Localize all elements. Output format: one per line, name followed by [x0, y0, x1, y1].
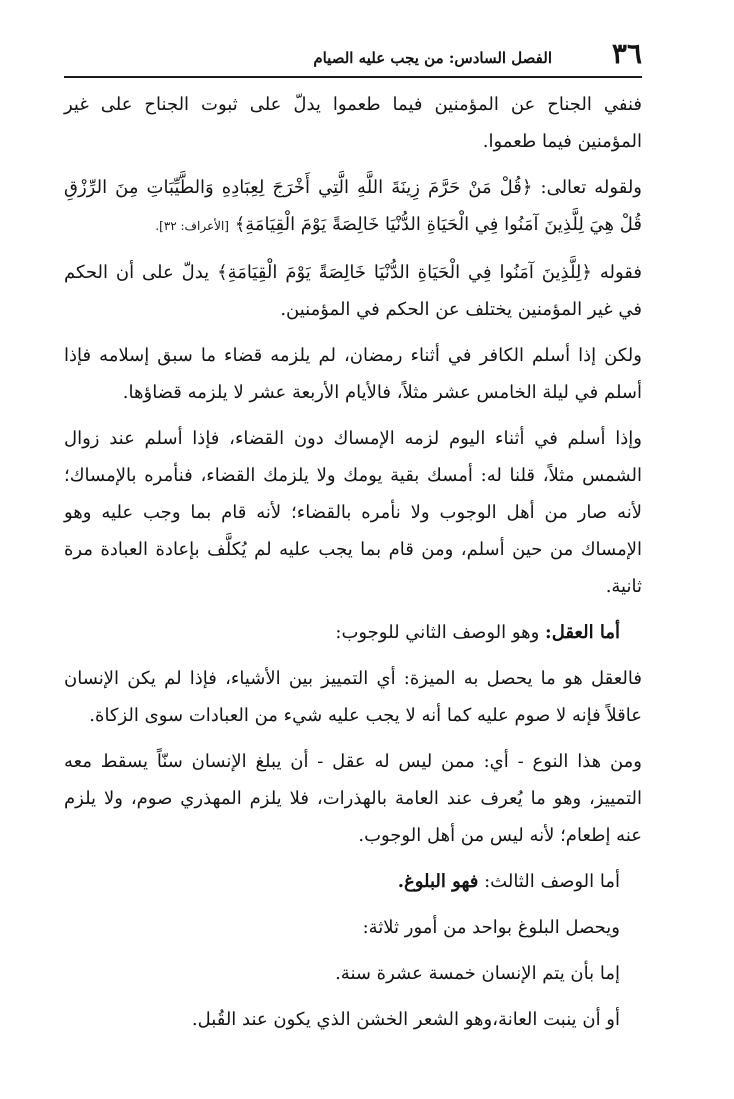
section-heading-text: وهو الوصف الثاني للوجوب:	[335, 622, 546, 643]
section-heading-reason	[64, 614, 642, 651]
page-content	[64, 86, 642, 1047]
page-header	[64, 36, 642, 78]
running-title: الفصل السادس: من يجب عليه الصيام	[313, 49, 552, 67]
header-rule	[64, 76, 642, 78]
quran-text: ولقوله تعالى: ﴿قُلْ مَنْ حَرَّمَ زِينَةَ اللَّهِ الَّتِي أَخْرَجَ لِعِبَادِهِ وَالطَّيِّبَاتِ مِنَ الرِّزْقِ قُلْ هِيَ لِلَّذِينَ آمَنُوا فِي الْحَيَاةِ الدُّنْيَا خَالِصَةً يَوْمَ الْقِيَامَةِ﴾	[64, 177, 642, 235]
section-heading-label: فهو البلوغ.	[397, 871, 479, 892]
paragraph: ولكن إذا أسلم الكافر في أثناء رمضان، لم يلزمه قضاء ما سبق إسلامه فإذا أسلم في ليلة الخامس عشر مثلاً، فالأيام الأربعة عشر لا يلزمه قضاؤها.	[64, 345, 642, 403]
paragraph: أو أن ينبت العانة،وهو الشعر الخشن الذي يكون عند القُبل.	[191, 1009, 620, 1030]
paragraph: ومن هذا النوع - أي: ممن ليس له عقل - أن يبلغ الإنسان سنّاً يسقط معه التمييز، وهو ما يُعرف عند العامة بالهذرات، فلا يلزم المهذري صوم، ولا يلزم عنه إطعام؛ لأنه ليس من أهل الوجوب.	[64, 751, 642, 846]
paragraph: إما بأن يتم الإنسان خمسة عشرة سنة.	[335, 963, 620, 984]
quran-paragraph	[64, 169, 642, 245]
page-number: ٣٦	[611, 37, 642, 70]
paragraph: فقوله ﴿لِلَّذِينَ آمَنُوا فِي الْحَيَاةِ الدُّنْيَا خَالِصَةً يَوْمَ الْقِيَامَةِ﴾ يدلّ على أن الحكم في غير المؤمنين يختلف عن الحكم في المؤمنين.	[64, 262, 642, 320]
paragraph: فالعقل هو ما يحصل به الميزة: أي التمييز بين الأشياء، فإذا لم يكن الإنسان عاقلاً فإنه لا صوم عليه كما أنه لا يجب عليه شيء من العبادات سوى الزكاة.	[64, 668, 642, 726]
paragraph: ويحصل البلوغ بواحد من أمور ثلاثة:	[362, 917, 620, 938]
section-heading-puberty	[64, 863, 642, 900]
paragraph: وإذا أسلم في أثناء اليوم لزمه الإمساك دون القضاء، فإذا أسلم عند زوال الشمس مثلاً، قلنا له: أمسك بقية يومك ولا يلزمك القضاء، فنأمره بالإمساك؛ لأنه صار من أهل الوجوب ولا نأمره بالقضاء؛ لأنه قام بما وجب عليه وهو الإمساك من حين أسلم، ومن قام بما يجب عليه لم يُكلَّف بإعادة العبادة مرة ثانية.	[64, 428, 642, 597]
section-heading-label: أما العقل:	[545, 622, 620, 643]
section-heading-text: أما الوصف الثالث:	[478, 871, 620, 892]
quran-reference: [الأعراف: ٣٢].	[155, 219, 229, 233]
paragraph: فنفي الجناح عن المؤمنين فيما طعموا يدلّ على ثبوت الجناح على غير المؤمنين فيما طعموا.	[64, 94, 642, 152]
